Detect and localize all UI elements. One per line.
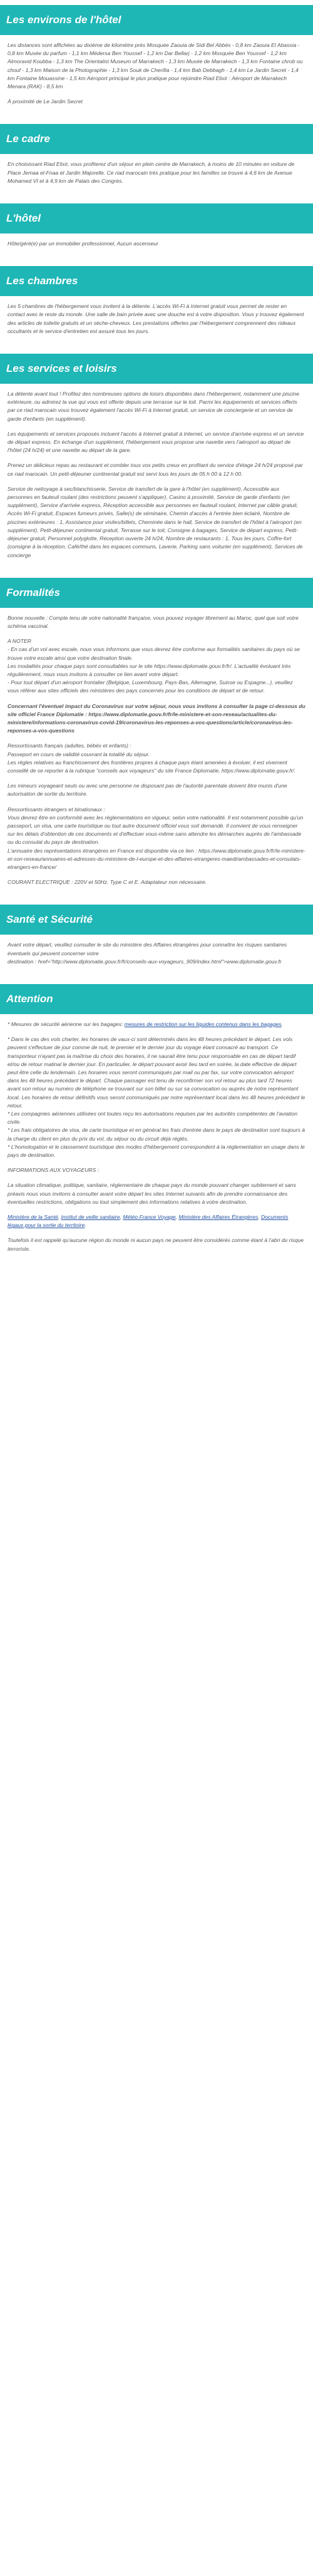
section-title-chambres: Les chambres xyxy=(0,266,313,296)
services-text-3: Prenez un délicieux repas au restaurant et combler tous vos petits creux en profitant du service d'étage 24 h/24 proposé par ce riad marocain. Un petit-déjeuner continental gratuit est servi tous les jours de 05 h 00 à 12 h 00. xyxy=(8,462,303,477)
hotel-text: Hôte/géré(e) par un immobilier professionnel, Aucun ascenseur xyxy=(8,240,158,247)
official-links: Ministère de la Santé, Institut de veille sanitaire, Météo France Voyage, Ministère des Affaires Étrangères, Documents légaux pour la sortie du territoire. xyxy=(8,1214,289,1229)
environs-nearby: À proximité de Le Jardin Secret xyxy=(8,98,83,105)
section-title-cadre: Le cadre xyxy=(0,124,313,154)
terror-risk-note: Toutefois il est rappelé qu'aucune région du monde ni aucun pays ne peuvent être considérés comme étant à l'abri du risque terroriste. xyxy=(8,1237,304,1252)
cadre-text: En choisissant Riad Elixir, vous profiterez d'un séjour en plein centre de Marrakech, à moins de 10 minutes en voiture de Place Jemaa el-Fnaa et Jardin Majorelle. Ce riad marocain très pratique pour les familles se trouve à 4,6 km de Avenue Mohamed VI et à 4,9 km de Palais des Congrès. xyxy=(8,161,295,184)
health-watch-institute-link[interactable]: Institut de veille sanitaire xyxy=(61,1214,120,1221)
section-title-attention: Attention xyxy=(0,984,313,1014)
formalites-electricity: COURANT ELECTRIQUE : 220V et 50Hz. Type C et E. Adaptateur non nécessaire. xyxy=(8,879,207,886)
section-body-environs xyxy=(0,35,313,124)
travelers-info-text: La situation climatique, politique, sanitaire, réglementaire de chaque pays du monde pouvant changer subitement et sans préavis nous vous invitons à consulter avant votre départ les sites Internet suivants afin de prendre connaissance des éventuelles restrictions, obligations ou tout simplement des informations relatives à votre destination. xyxy=(8,1182,297,1205)
services-list: Service de nettoyage à sec/blanchisserie, Service de transfert de la gare à l'hôtel (en supplément), Accessible aux personnes en fauteuil roulant (des restrictions peuvent s'appliquer), Casino à proximité, Service de garde d'enfants (en supplément), Service d'arrivée express, Réception accessible aux personnes en fauteuil roulant, Internet par câble gratuit, Accès Wi-Fi gratuit, Espaces fumeurs privés, Salle(s) de séminaire, Chemin d'accès à l'entrée bien éclairé, Nombre de piscines extérieures : 1, Assistance pour visites/billets, Cheminée dans le hall, Service de transfert de l'hôtel à l'aéroport (en supplément), Petit-déjeuner continental gratuit, Terrasse sur le toit, Consigne à bagages, Service de départ express, Petit-déjeuner gratuit, Personnel polyglotte, Réception ouverte 24 h/24, Nombre de restaurants : 1, Tous les jours, Coffre-fort (consigne à la réception, Café/thé dans les espaces communs, Laverie, Parking sans voiturier (en supplément), Services de concierge xyxy=(8,485,303,558)
travelers-info-title: INFORMATIONS AUX VOYAGEURS : xyxy=(8,1167,100,1174)
services-text-1: La détente avant tout ! Profitez des nombreuses options de loisirs disponibles dans l'hébergement, notamment une piscine extérieure, ou admirez la vue qui vous est offerte depuis une terrasse sur le toit. Parmi les équipements et services offerts par ce riad marocain vous trouvez également l'accès Wi-Fi à Internet gratuit, un service de conciergerie et un service de garde d'enfants (en supplément). xyxy=(8,391,299,422)
chambres-text: Les 5 chambres de l'hébergement vous invitent à la détente. L'accès Wi-Fi à Internet gratuit vous permet de rester en contact avec le reste du monde. Une salle de bain privée avec une douche est à votre disposition. Vous y trouvez également des articles de toilette gratuits et un sèche-cheveux. Les prestations offertes par l'hébergement comprennent des rideaux occultants et le service d'entretien est assuré tous les jours. xyxy=(8,303,304,334)
section-body-chambres xyxy=(0,296,313,354)
formalites-intro: Bonne nouvelle : Compte tenu de votre nationalité française, vous pouvez voyager librement au Maroc, quel que soit votre schéma vaccinal. xyxy=(8,614,299,629)
exit-documents-link[interactable]: Documents légaux pour la sortie du territoire xyxy=(8,1214,289,1229)
environs-distances: Les distances sont affichées au dixième de kilomètre près Mosquée Zaouia de Sidi Bel Abbès - 0,8 km Zaouia El Abassia - 0,8 km Musée du parfum - 1,1 km Médersa Ben Youssef - 1,2 km Dar Bellarj - 1,2 km Mosquée Ben Youssef - 1,2 km Almoravid Koubba - 1,3 km The Orientalist Museum of Marrakech - 1,3 km Musée de Marrakech - 1,3 km Fontaine chrob ou chouf - 1,3 km Maison de la Photographie - 1,3 km Souk de Cherifia - 1,4 km Bab Debbagh - 1,4 km Le Jardin Secret - 1,4 km Fontaine Mouassine - 1,5 km Aéroport principal le plus pratique pour rejoindre Riad Elixir : Aéroport de Marrakech Menara (RAK) - 8,5 km xyxy=(8,42,303,90)
formalites-minors: Les mineurs voyageant seuls ou avec une personne ne disposant pas de l'autorité parentale doivent être munis d'une autorisation de sortie du territoire. xyxy=(8,783,287,798)
health-ministry-link[interactable]: Ministère de la Santé xyxy=(8,1214,58,1221)
meteo-france-link[interactable]: Météo France Voyage xyxy=(123,1214,176,1221)
formalites-foreign-nationals: Ressortissants étrangers et binationaux : Vous devrez être en conformité avec les réglementations en vigueur, selon votre nationalité. Il est notamment possible qu'un passeport, un visa, une carte touristique ou tout autre document officiel vous soit demandé. Il convient de vous renseigner sur les délais d'obtention de ces documents et d'effectuer vous-même sans attendre les démarches auprès de l'ambassade ou du consulat du pays de destination. L'annuaire des représentations étrangères en France est disponible via ce lien : https://www.diplomatie.gouv.fr/fr/le-ministere-et-son-reseau/annuaires-et-adresses-du-ministere-de-l-europe-et-des-affaires-etrangeres-maedi/ambassades-et-consulats-etrangers-en-france/ xyxy=(8,806,305,870)
attention-luggage xyxy=(8,1020,305,1029)
page xyxy=(0,0,313,1271)
section-title-hotel: L'hôtel xyxy=(0,203,313,233)
services-text-2: Les équipements et services proposés incluent l'accès à Internet gratuit à Internet, un service d'arrivée express et un service de départ express. En échange d'un supplément, l'hébergement vous propose une navette vers l'aéroport au départ de l'hôtel (24 h/24) et une navette au départ de la gare. xyxy=(8,430,304,454)
formalites-coronavirus: Concernant l'éventuel impact du Coronavirus sur votre séjour, nous vous invitons à consulter la page ci-dessous du site officiel France Diplomatie : https://www.diplomatie.gouv.fr/fr/le-ministere-et-son-reseau/actualites-du-ministere/informations-coronavirus-covid-19/coronavirus-les-reponses-a-vos-questions/article/coronavirus-les-reponses-a-vos-questions xyxy=(8,702,305,734)
section-title-environs: Les environs de l'hôtel xyxy=(0,5,313,35)
section-body-hotel xyxy=(0,233,313,266)
section-body-sante xyxy=(0,935,313,984)
attention-luggage-prefix: * Mesures de sécurité aérienne sur les bagages: xyxy=(8,1021,125,1027)
section-body-attention xyxy=(0,1014,313,1271)
section-title-services: Les services et loisirs xyxy=(0,354,313,384)
formalites-note: A NOTER - En cas d'un vol avec escale, nous vous informons que vous devrez être conforme aux formalités sanitaires du pays où se trouve votre escale ainsi que votre destination finale. Les modalités pour chaque pays sont consultables sur le site https://www.diplomatie.gouv.fr/fr/. L'actualité évoluant très régulièrement, nous vous invitons à consulter ce lien avant votre départ. - Pour tout départ d'un aéroport frontalier (Belgique, Luxembourg, Pays-Bas, Allemagne, Suisse ou Espagne...), veuillez vous référer aux sites officiels des ministères des pays concernés pour les conditions de départ et de retour. xyxy=(8,638,300,694)
attention-luggage-suffix: . xyxy=(281,1021,283,1027)
sante-text: Avant votre départ, veuillez consulter le site du ministère des Affaires étrangères pour connaître les risques sanitaires éventuels qui peuvent concerner votre destination : href="http://www.diplomatie.gouv.fr/fr/conseils-aux-voyageurs_909/index.html">www.diplomatie.gouv.fr xyxy=(8,942,287,965)
section-body-services xyxy=(0,384,313,578)
section-body-formalites xyxy=(0,608,313,905)
section-title-formalites: Formalités xyxy=(0,578,313,608)
formalites-french-nationals: Ressortissants français (adultes, bébés et enfants) : Passeport en cours de validité couvrant la totalité du séjour. Les règles relatives au franchissement des frontières propres à chaque pays étant amenées à évoluer, il est vivement conseillé de se reporter à la rubrique "conseils aux voyageurs" du site France Diplomatie, https://www.diplomatie.gouv.fr/. xyxy=(8,742,296,774)
attention-charter-flights: * Dans le cas des vols charter, les horaires de vaux-ci sont déterminés dans les 48 heures précédant le départ. Les vols peuvent s'effectuer de jour comme de nuit, le premier et le dernier jour du voyage étant consacré au transport. Ce transporteur n'ayant pas la maîtrise du choix des horaires, il ne saurait être tenu pour responsable en cas de départ tardif et/ou de retour matinal le dernier jour. En particulier, le départ pouvant avoir lieu tard en soirée, la date effective de départ peut être celle du lendemain. Les horaires vous seront communiqués par mail ou par fax, sur votre convocation aéroport dans les 48 heures précédant le départ. Chaque passager est tenu de reconfirmer son vol retour au plus tard 72 heures avant son retour au numéro de téléphone se trouvant sur son billet ou sur sa convocation ou auprès de notre représentant local. Les horaires de retour définitifs vous seront communiqués par notre représentant local dans les 48 heures précédant le retour. * Les compagnies aériennes utilisées ont toutes reçu les autorisations requises par les autorités compétentes de l'aviation civile. * Les frais obligatoires de visa, de carte touristique et en général les frais d'entrée dans le pays de destination sont toujours à la charge du client en plus du prix du vol, du séjour ou du circuit déjà réglés. * L'homologation et le classement touristique des modes d'hébergement correspondent à la réglementation en usage dans le pays de destination. xyxy=(8,1036,305,1159)
section-title-sante: Santé et Sécurité xyxy=(0,905,313,935)
section-body-cadre xyxy=(0,154,313,203)
liquids-restriction-link[interactable]: mesures de restriction sur les liquides contenus dans les bagages xyxy=(124,1021,282,1027)
foreign-affairs-link[interactable]: Ministère des Affaires Étrangères xyxy=(178,1214,259,1221)
